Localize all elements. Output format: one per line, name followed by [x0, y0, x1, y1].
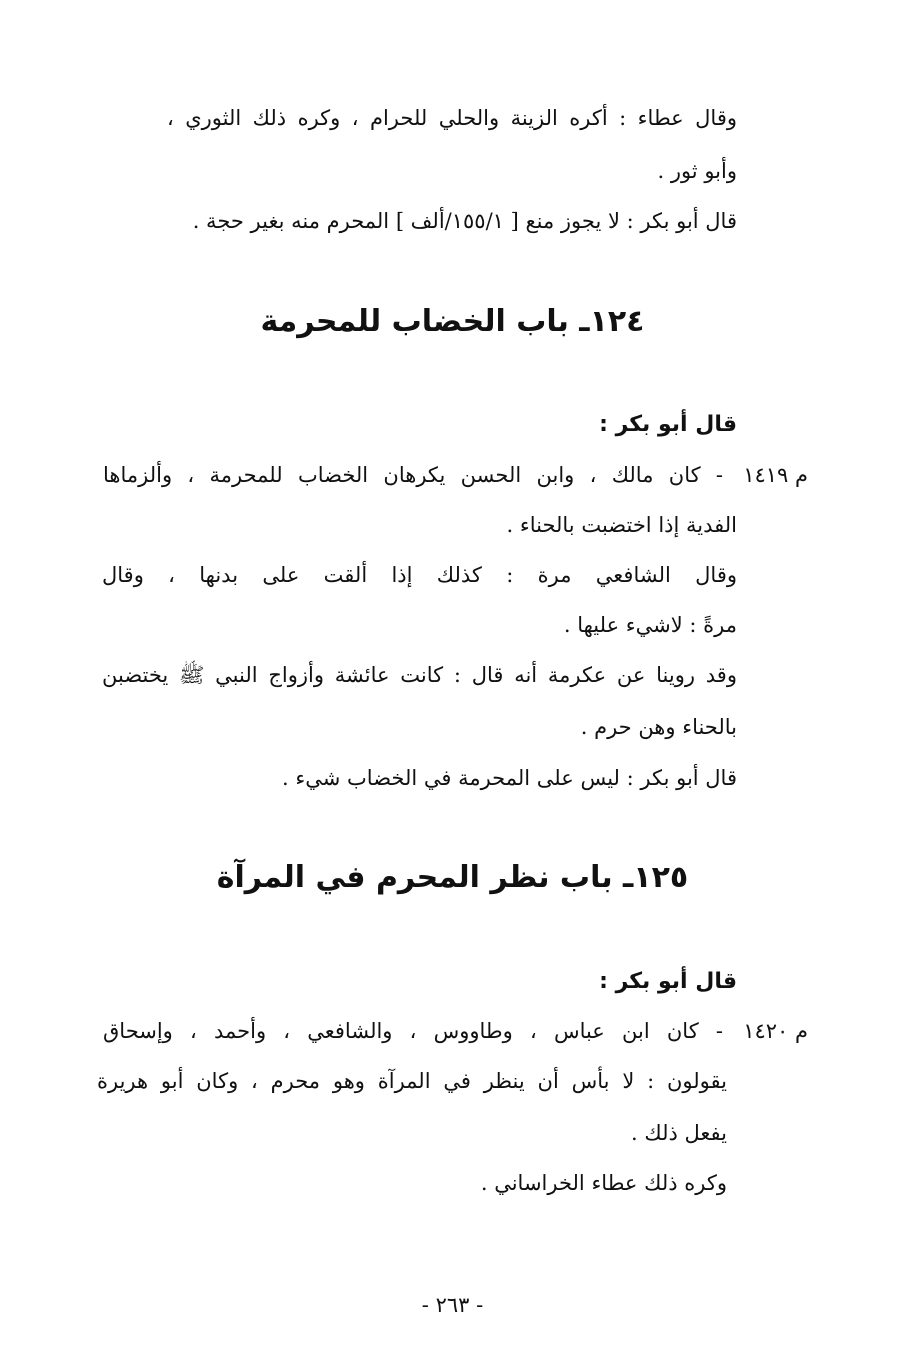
text-line: قال أبو بكر : لا يجوز منع [ ١٥٥/١/ألف ] المحرم منه بغير حجة .: [192, 209, 737, 233]
text-line: - كان مالك ، وابن الحسن يكرهان الخضاب للمحرمة ، وألزماها: [103, 463, 723, 487]
text-line: - كان ابن عباس ، وطاووس ، والشافعي ، وأحمد ، وإسحاق: [103, 1019, 723, 1043]
text-line: بالحناء وهن حرم .: [580, 715, 737, 739]
section-heading: ١٢٤ـ باب الخضاب للمحرمة: [260, 304, 645, 339]
text-line: مرةً : لاشيء عليها .: [563, 613, 737, 637]
text-line: يقولون : لا بأس أن ينظر في المرآة وهو محرم ، وكان أبو هريرة: [97, 1069, 727, 1093]
text-line: وأبو ثور .: [657, 159, 737, 183]
text-line: وكره ذلك عطاء الخراساني .: [480, 1171, 727, 1195]
text-line: يفعل ذلك .: [631, 1121, 727, 1145]
item-number: م ١٤٢٠: [743, 1019, 808, 1043]
text-line: الفدية إذا اختضبت بالحناء .: [506, 513, 737, 537]
section-intro: قال أبو بكر :: [599, 969, 737, 994]
text-line: وقال الشافعي مرة : كذلك إذا ألقت على بدنها ، وقال: [102, 563, 737, 587]
text-line: وقال عطاء : أكره الزينة والحلي للحرام ، وكره ذلك الثوري ،: [167, 106, 737, 130]
item-number: م ١٤١٩: [743, 463, 808, 487]
section-heading: ١٢٥ـ باب نظر المحرم في المرآة: [216, 860, 689, 895]
text-line: وقد روينا عن عكرمة أنه قال : كانت عائشة وأزواج النبي ﷺ يختضبن: [102, 663, 737, 687]
page-number: - ٢٦٣ -: [421, 1293, 484, 1317]
section-intro: قال أبو بكر :: [599, 412, 737, 437]
text-line: قال أبو بكر : ليس على المحرمة في الخضاب شيء .: [282, 766, 737, 790]
